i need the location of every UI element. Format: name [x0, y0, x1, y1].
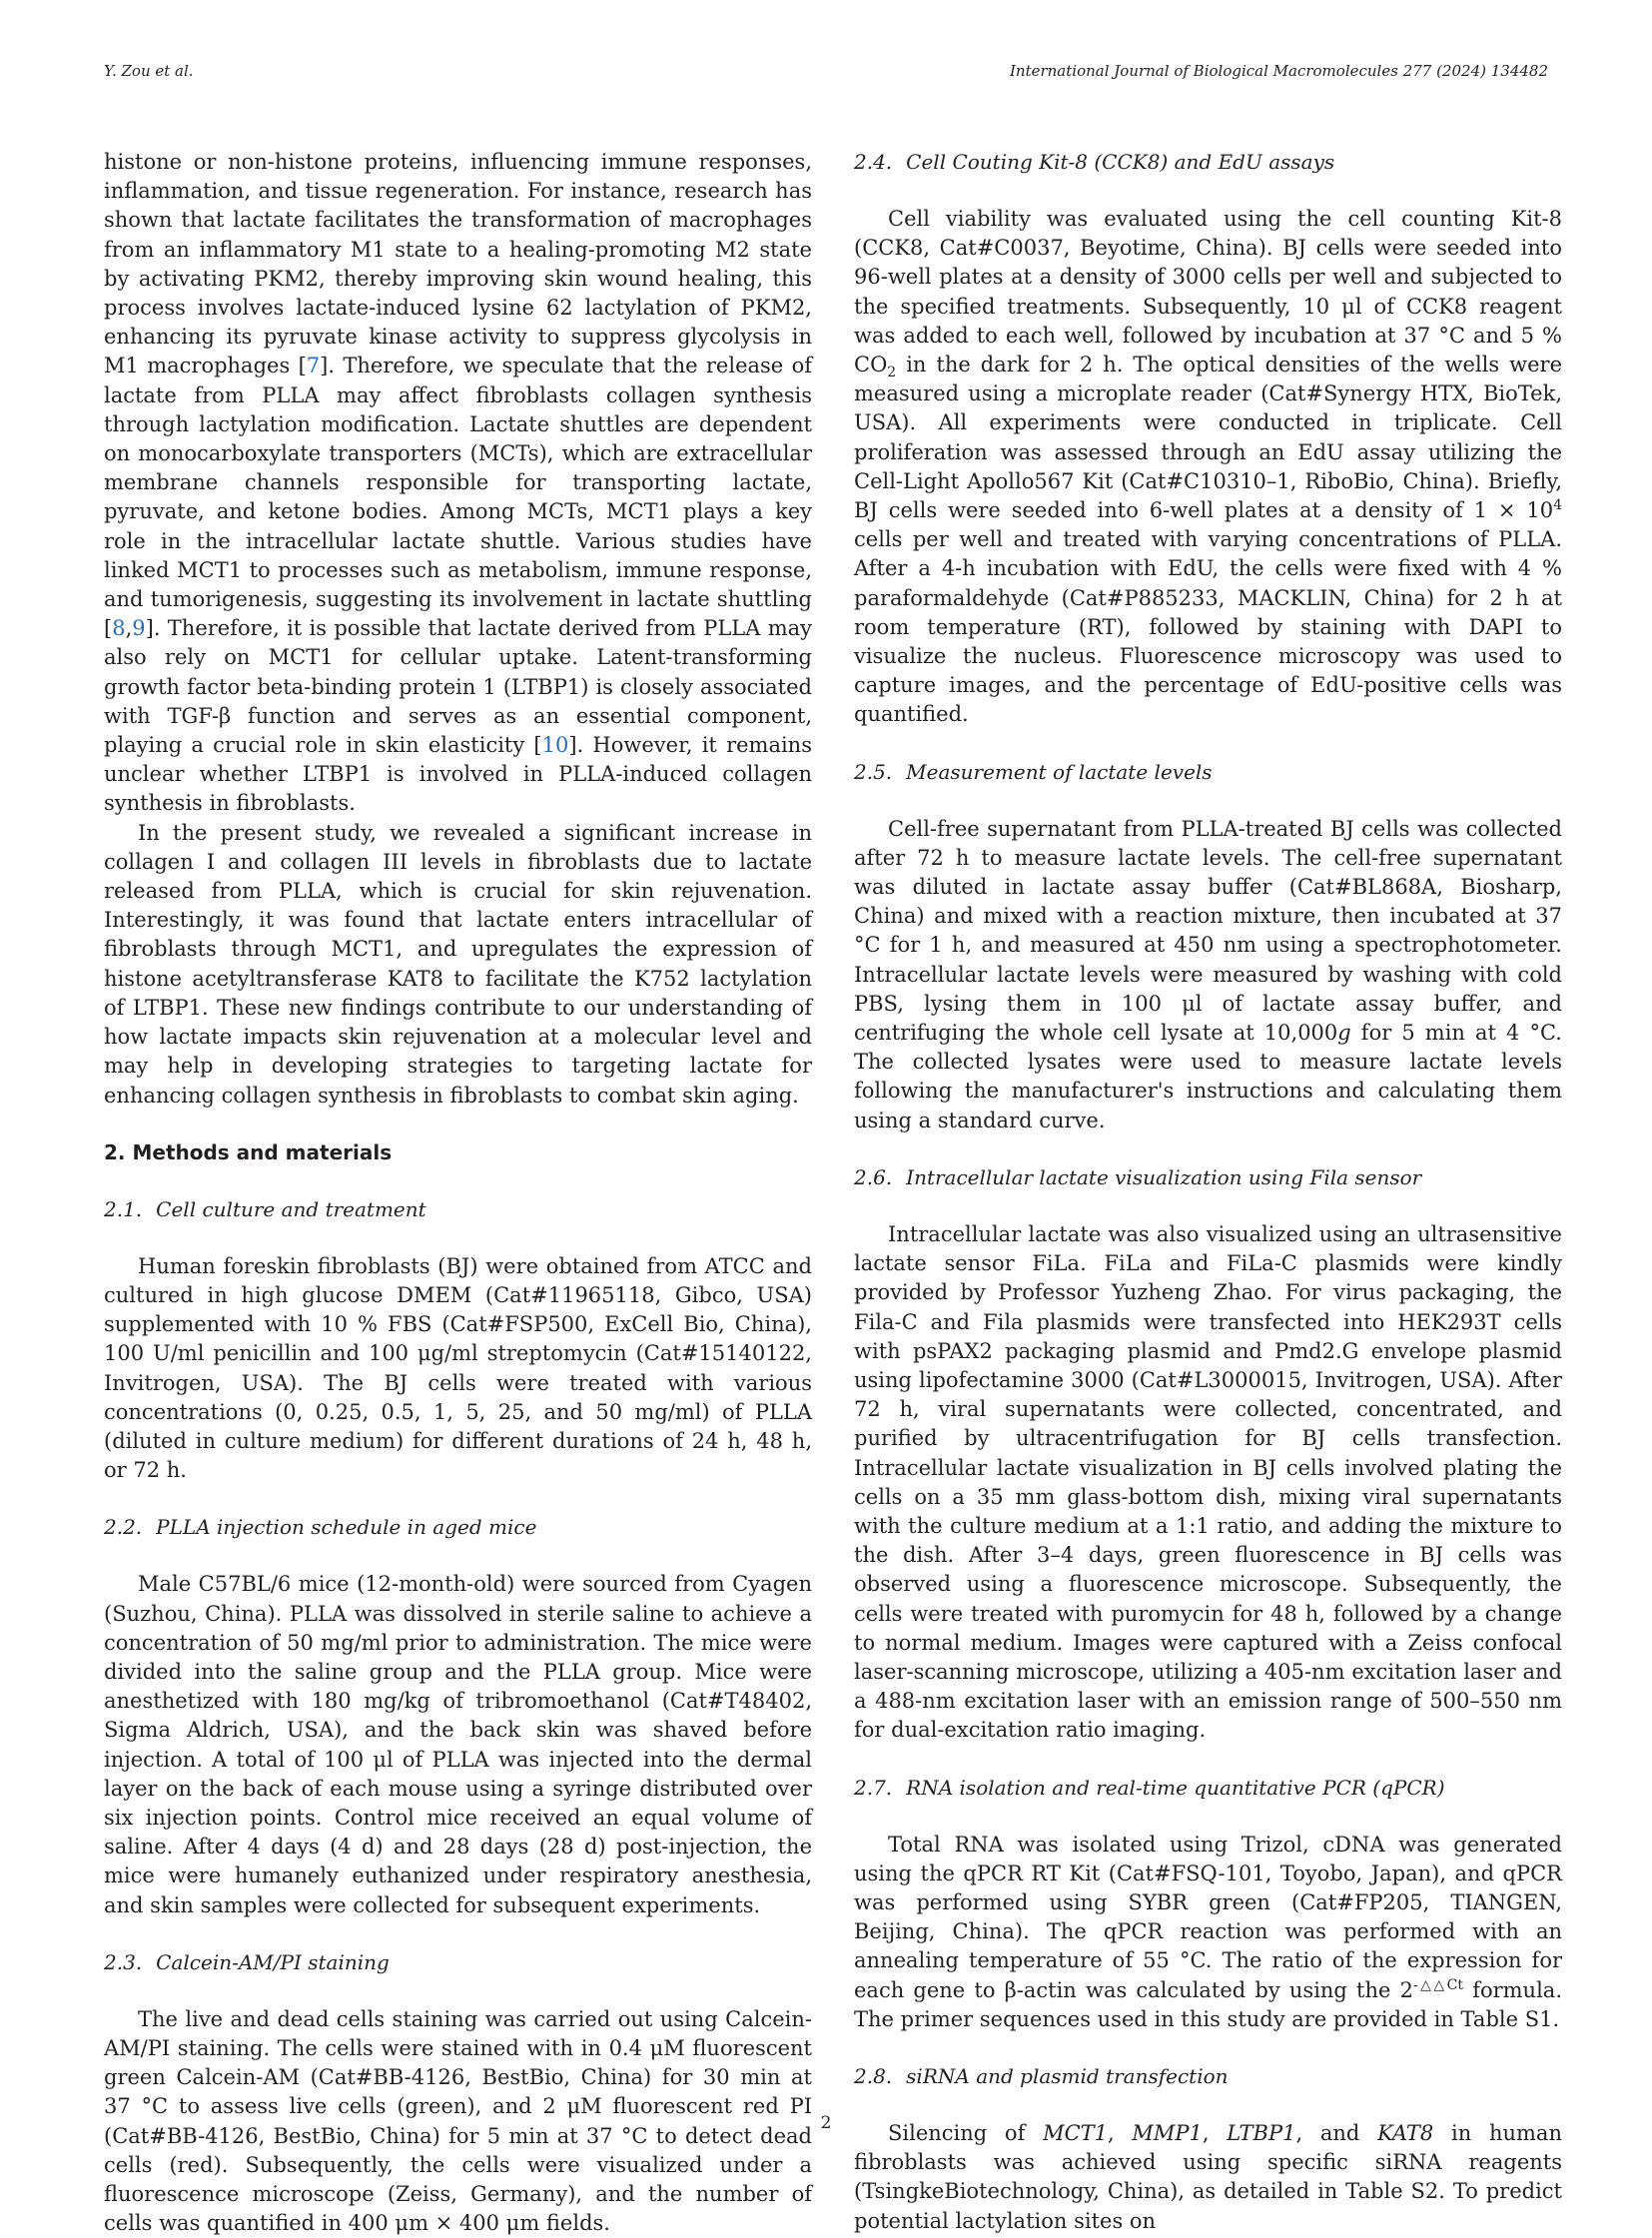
citation-link[interactable]: 7	[306, 354, 321, 378]
subsection-heading: 2.6. Intracellular lactate visualization using Fila sensor	[854, 1164, 1422, 1189]
subsection-heading: 2.5. Measurement of lactate levels	[854, 759, 1213, 784]
section-heading: 2. Methods and materials	[104, 1139, 393, 1164]
subsection-heading: 2.1. Cell culture and treatment	[104, 1196, 426, 1221]
intro-paragraph-2: In the present study, we revealed a significant increase in collagen I and collagen III levels in fibroblasts due to lactate released from PLLA, which is crucial for skin rejuvenation. Interestingly, it was found that lactate enters intracellular of fibroblasts through MCT1, and upregulates the expression of histone acetyltransferase KAT8 to facilitate the K752 lactylation of LTBP1. These new findings contribute to our understanding of how lactate impacts skin rejuvenation at a molecular level and may help in developing strategies to targeting lactate for enhancing collagen synthesis in fibroblasts to combat skin aging.	[104, 820, 812, 1108]
subsection-heading: 2.8. siRNA and plasmid transfection	[854, 2063, 1229, 2088]
running-head-journal: International Journal of Biological Macromolecules 277 (2024) 134482	[1009, 62, 1548, 80]
right-column	[854, 148, 1562, 2236]
subsection-heading: 2.3. Calcein-AM/PI staining	[104, 1949, 390, 1974]
body-paragraph: Silencing of MCT1, MMP1, LTBP1, and KAT8 in human fibroblasts was achieved using specific siRNA reagents (TsingkeBiotechnology, China), as detailed in Table S2. To predict potential lactylation sites on	[854, 2120, 1562, 2233]
body-paragraph: The live and dead cells staining was carried out using Calcein-AM/PI staining. The cells were stained with in 0.4 μM fluorescent green Calcein-AM (Cat#BB-4126, BestBio, China) for 30 min at 37 °C to assess live cells (green), and 2 μM fluorescent red PI (Cat#BB-4126, BestBio, China) for 5 min at 37 °C to detect dead cells (red). Subsequently, the cells were visualized under a fluorescence microscope (Zeiss, Germany), and the number of cells was quantified in 400 μm × 400 μm fields.	[104, 2006, 812, 2236]
left-column	[104, 148, 812, 2238]
body-paragraph: Intracellular lactate was also visualized using an ultrasensitive lactate sensor FiLa. FiLa and FiLa-C plasmids were kindly provided by Professor Yuzheng Zhao. For virus packaging, the Fila-C and Fila plasmids were transfected into HEK293T cells with psPAX2 packaging plasmid and Pmd2.G envelope plasmid using lipofectamine 3000 (Cat#L3000015, Invitrogen, USA). After 72 h, viral supernatants were collected, concentrated, and purified by ultracentrifugation for BJ cells transfection. Intracellular lactate visualization in BJ cells involved plating the cells on a 35 mm glass-bottom dish, mixing viral supernatants with the culture medium at a 1:1 ratio, and adding the mixture to the dish. After 3–4 days, green fluorescence in BJ cells was observed using a fluorescence microscope. Subsequently, the cells were treated with puromycin for 48 h, followed by a change to normal medium. Images were captured with a Zeiss confocal laser-scanning microscope, utilizing a 405-nm excitation laser and a 488-nm excitation laser with an emission range of 500–550 nm for dual-excitation ratio imaging.	[854, 1221, 1562, 1743]
running-head-authors: Y. Zou et al.	[104, 62, 194, 80]
subsection-heading: 2.2. PLLA injection schedule in aged mice	[104, 1515, 537, 1540]
page-number: 2	[820, 2113, 832, 2133]
body-paragraph: Cell viability was evaluated using the cell counting Kit-8 (CCK8, Cat#C0037, Beyotime, China). BJ cells were seeded into 96-well plates at a density of 3000 cells per well and subjected to the specified treatments. Subsequently, 10 μl of CCK8 reagent was added to each well, followed by incubation at 37 °C and 5 % $CO_2$ in the dark for 2 h. The optical densities of the wells were measured using a microplate reader (Cat#Synergy HTX, BioTek, USA). All experiments were conducted in triplicate. Cell proliferation was assessed through an EdU assay utilizing the Cell-Light Apollo567 Kit (Cat#C10310–1, RiboBio, China). Briefly, BJ cells were seeded into 6-well plates at a density of $1 \times 10^4$ cells per well and treated with varying concentrations of PLLA. After a 4-h incubation with EdU, the cells were fixed with 4 % paraformaldehyde (Cat#P885233, MACKLIN, China) for 2 h at room temperature (RT), followed by staining with DAPI to visualize the nucleus. Fluorescence microscopy was used to capture images, and the percentage of EdU-positive cells was quantified.	[854, 207, 1562, 727]
body-paragraph: Human foreskin fibroblasts (BJ) were obtained from ATCC and cultured in high glucose DMEM (Cat#11965118, Gibco, USA) supplemented with 10 % FBS (Cat#FSP500, ExCell Bio, China), 100 U/ml penicillin and 100 μg/ml streptomycin (Cat#15140122, Invitrogen, USA). The BJ cells were treated with various concentrations (0, 0.25, 0.5, 1, 5, 25, and 50 mg/ml) of PLLA (diluted in culture medium) for different durations of 24 h, 48 h, or 72 h.	[104, 1253, 812, 1483]
citation-link[interactable]: 8	[112, 616, 126, 641]
citation-link[interactable]: 10	[541, 733, 569, 758]
body-paragraph: Cell-free supernatant from PLLA-treated BJ cells was collected after 72 h to measure lactate levels. The cell-free supernatant was diluted in lactate assay buffer (Cat#BL868A, Biosharp, China) and mixed with a reaction mixture, then incubated at 37 °C for 1 h, and measured at 450 nm using a spectrophotometer. Intracellular lactate levels were measured by washing with cold PBS, lysing them in 100 μl of lactate assay buffer, and centrifuging the whole cell lysate at 10,000g for 5 min at 4 °C. The collected lysates were used to measure lactate levels following the manufacturer's instructions and calculating them using a standard curve.	[854, 816, 1562, 1132]
body-paragraph: Total RNA was isolated using Trizol, cDNA was generated using the qPCR RT Kit (Cat#FSQ-101, Toyobo, Japan), and qPCR was performed using SYBR green (Cat#FP205, TIANGEN, Beijing, China). The qPCR reaction was performed with an annealing temperature of 55 °C. The ratio of the expression for each gene to β-actin was calculated by using the $2^{-\triangle\triangle Ct}$ formula. The primer sequences used in this study are provided in Table S1.	[854, 1832, 1562, 2031]
subsection-heading: 2.4. Cell Couting Kit-8 (CCK8) and EdU assays	[854, 150, 1335, 174]
citation-link[interactable]: 9	[132, 616, 146, 641]
subsection-heading: 2.7. RNA isolation and real-time quantitative PCR (qPCR)	[854, 1775, 1445, 1800]
intro-paragraph-1: histone or non-histone proteins, influencing immune responses, inflammation, and tissue regeneration. For instance, research has shown that lactate facilitates the transformation of macrophages from an inflammatory M1 state to a healing-promoting M2 state by activating PKM2, thereby improving skin wound healing, this process involves lactate-induced lysine 62 lactylation of PKM2, enhancing its pyruvate kinase activity to suppress glycolysis in M1 macrophages [7]. Therefore, we speculate that the release of lactate from PLLA may affect fibroblasts collagen synthesis through lactylation modification. Lactate shuttles are dependent on monocarboxylate transporters (MCTs), which are extracellular membrane channels responsible for transporting lactate, pyruvate, and ketone bodies. Among MCTs, MCT1 plays a key role in the intracellular lactate shuttle. Various studies have linked MCT1 to processes such as metabolism, immune response, and tumorigenesis, suggesting its involvement in lactate shuttling [8,9]. Therefore, it is possible that lactate derived from PLLA may also rely on MCT1 for cellular uptake. Latent-transforming growth factor beta-binding protein 1 (LTBP1) is closely associated with TGF-β function and serves as an essential component, playing a crucial role in skin elasticity [10]. However, it remains unclear whether LTBP1 is involved in PLLA-induced collagen synthesis in fibroblasts.	[104, 150, 812, 816]
body-paragraph: Male C57BL/6 mice (12-month-old) were sourced from Cyagen (Suzhou, China). PLLA was dissolved in sterile saline to achieve a concentration of 50 mg/ml prior to administration. The mice were divided into the saline group and the PLLA group. Mice were anesthetized with 180 mg/kg of tribromoethanol (Cat#T48402, Sigma Aldrich, USA), and the back skin was shaved before injection. A total of 100 μl of PLLA was injected into the dermal layer on the back of each mouse using a syringe distributed over six injection points. Control mice received an equal volume of saline. After 4 days (4 d) and 28 days (28 d) post-injection, the mice were humanely euthanized under respiratory anesthesia, and skin samples were collected for subsequent experiments.	[104, 1572, 812, 1917]
